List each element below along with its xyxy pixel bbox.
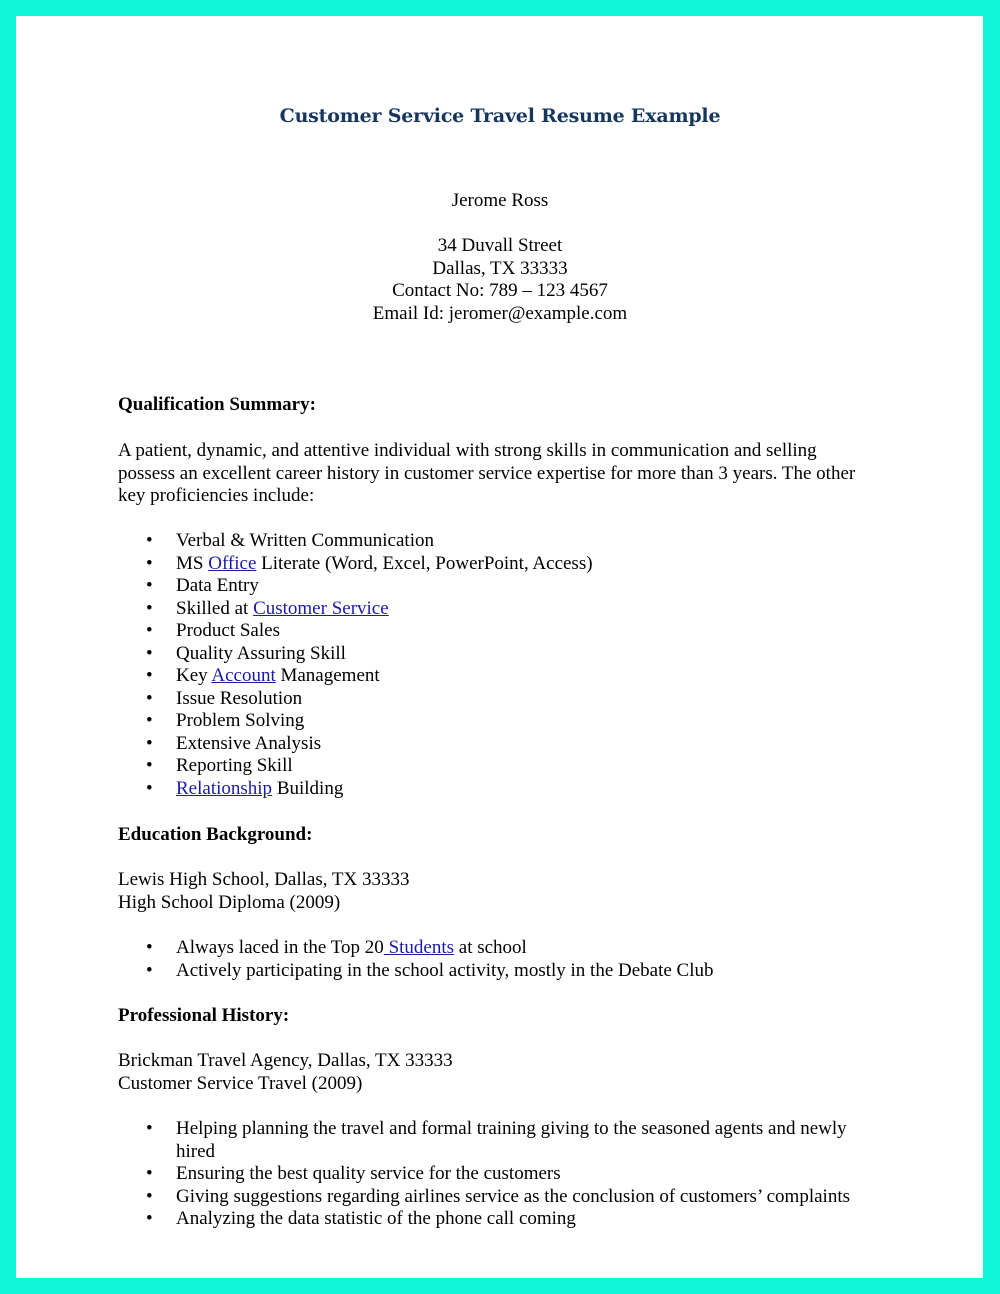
achievement-item [118, 937, 714, 960]
skill-item-text: Literate (Word, Excel, PowerPoint, Access) [256, 552, 593, 574]
skill-item [118, 755, 593, 778]
professional-details [118, 1050, 453, 1095]
duty-item [118, 1163, 886, 1186]
skill-item-text: Building [272, 777, 344, 799]
contact-email: Email Id: jeromer@example.com [372, 302, 628, 324]
contact-block [0, 235, 1000, 325]
summary-line: A patient, dynamic, and attentive individual with strong skills in communication and selling [118, 440, 817, 461]
achievement-item-text: at school [454, 937, 527, 958]
skill-item-text: Key [176, 665, 212, 686]
address-street: 34 Duvall Street [437, 235, 563, 256]
skill-item-text: Management [275, 665, 380, 686]
skill-item-text: Verbal & Written Communication [176, 530, 434, 551]
duty-item [118, 1208, 886, 1231]
qualification-summary [118, 440, 855, 508]
skill-item-text: Quality Assuring Skill [176, 642, 346, 664]
skill-item-text: Problem Solving [176, 710, 305, 731]
address-city: Dallas, TX 33333 [432, 257, 568, 279]
skill-item-link[interactable]: Office [208, 552, 257, 574]
skill-item [118, 620, 593, 643]
skill-item-text: Product Sales [176, 620, 280, 641]
education-heading: Education Background: [118, 824, 313, 845]
duty-item [118, 1186, 886, 1209]
achievement-item-text: Always laced in the Top 20 [176, 937, 384, 958]
summary-line: key proficiencies include: [118, 485, 315, 506]
candidate-name: Jerome Ross [451, 190, 549, 211]
education-details [118, 869, 410, 914]
skill-item-link[interactable]: Customer Service [253, 597, 389, 619]
degree: High School Diploma (2009) [118, 891, 341, 913]
duty-item-text: Giving suggestions regarding airlines service as the conclusion of customers’ complaints [176, 1185, 850, 1207]
skill-item [118, 688, 593, 711]
resume-page [16, 16, 983, 1278]
skill-item [118, 598, 593, 621]
achievement-item-text: Actively participating in the school activity, mostly in the Debate Club [176, 959, 714, 981]
skill-item-text: MS [176, 552, 209, 574]
skill-item-text: Data Entry [176, 575, 259, 596]
achievement-item-link[interactable]: Students [383, 937, 455, 958]
skill-item-text: Reporting Skill [176, 755, 293, 776]
professional-duties [118, 1118, 886, 1231]
contact-name [0, 190, 1000, 213]
achievement-item [118, 960, 714, 983]
skill-item [118, 643, 593, 666]
duty-item-text: Analyzing the data statistic of the phone call coming [176, 1208, 576, 1229]
duty-item [118, 1118, 886, 1163]
document-title: Customer Service Travel Resume Example [279, 105, 721, 127]
job-role: Customer Service Travel (2009) [118, 1072, 363, 1094]
school-name: Lewis High School, Dallas, TX 33333 [118, 869, 410, 890]
education-achievements [118, 937, 714, 982]
skill-item-text: Issue Resolution [176, 687, 303, 709]
skills-list [118, 530, 593, 800]
company-name: Brickman Travel Agency, Dallas, TX 33333 [118, 1050, 453, 1071]
skill-item-link[interactable]: Account [211, 665, 276, 686]
contact-phone: Contact No: 789 – 123 4567 [392, 280, 608, 301]
summary-line: possess an excellent career history in customer service expertise for more than 3 years. The other [118, 462, 856, 484]
duty-item-text: Ensuring the best quality service for the customers [176, 1163, 561, 1184]
skill-item [118, 553, 593, 576]
skill-item [118, 665, 593, 688]
duty-item-text: Helping planning the travel and formal training giving to the seasoned agents and newly hired [176, 1118, 847, 1162]
skill-item [118, 710, 593, 733]
skill-item-text: Skilled at [176, 597, 254, 619]
skill-item [118, 530, 593, 553]
qualification-heading: Qualification Summary: [118, 394, 316, 415]
skill-item [118, 733, 593, 756]
skill-item-text: Extensive Analysis [176, 732, 322, 754]
skill-item [118, 778, 593, 801]
skill-item [118, 575, 593, 598]
skill-item-link[interactable]: Relationship [176, 777, 273, 799]
professional-heading: Professional History: [118, 1005, 290, 1026]
